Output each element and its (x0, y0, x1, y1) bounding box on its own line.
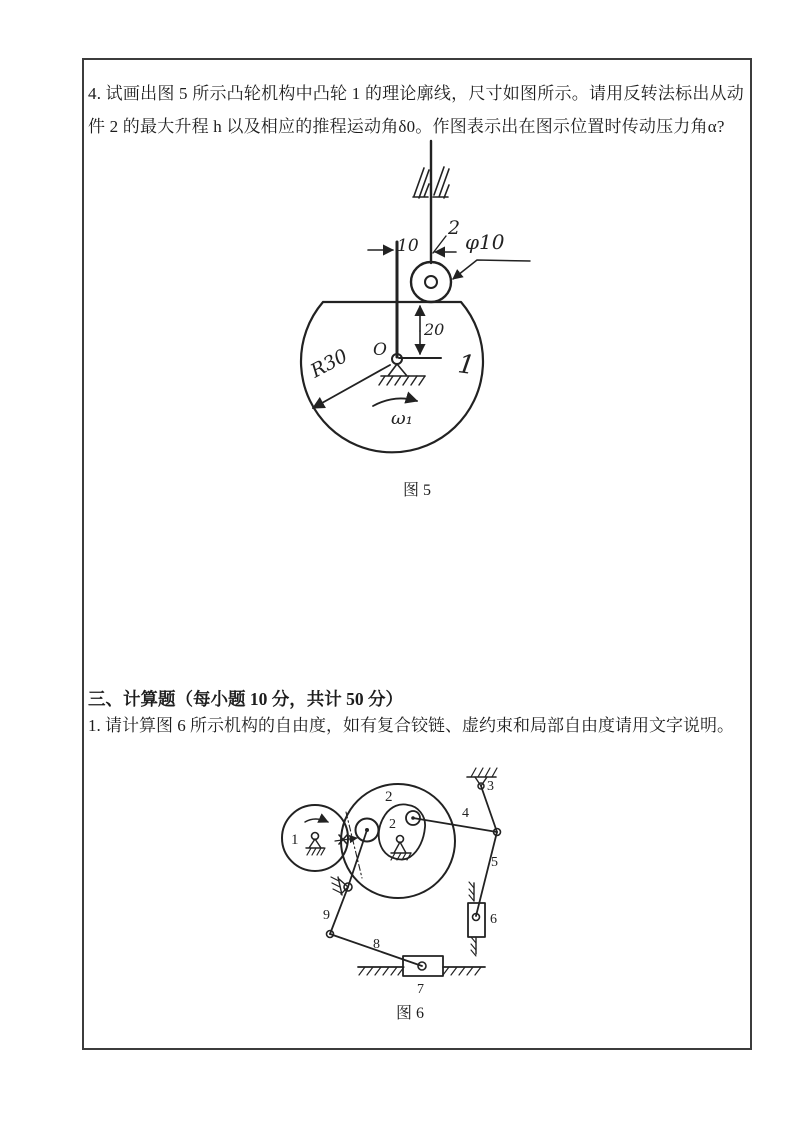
cam-2-label: 2 (389, 817, 396, 832)
gear-2-and-cam (341, 784, 455, 898)
figure-5-caption: 图 5 (402, 482, 431, 499)
follower-label: 2 (448, 217, 461, 239)
link-8-label: 8 (373, 937, 380, 952)
link-8 (330, 934, 422, 966)
slider-7-label: 7 (417, 982, 424, 997)
link-3-ground-hatching (471, 768, 497, 777)
svg-text:R30: R30 (307, 344, 352, 383)
omega-label: ω₁ (391, 408, 413, 429)
section-3-heading: 三、计算题（每小题 10 分，共计 50 分） (88, 689, 403, 709)
lever-9-pivot (331, 819, 379, 896)
figure-5-cam-mechanism (265, 135, 535, 475)
link-9 (323, 887, 348, 938)
gear-2-label: 2 (385, 789, 393, 805)
dimension-roller-dia (453, 230, 530, 279)
cam-pivot (373, 340, 425, 385)
cam-center-label: O (373, 340, 387, 360)
figure-6-linkage-mechanism (265, 755, 530, 1000)
svg-text:20: 20 (424, 320, 445, 339)
ground-hatching-right (443, 967, 481, 975)
slider-7 (358, 956, 485, 997)
question-4-text: 4. 试画出图 5 所示凸轮机构中凸轮 1 的理论廓线，尺寸如图所示。请用反转法标出从动件 2 的最大升程 h 以及相应的推程运动角δ0。作图表示出在图示位置时传动压力角α? (88, 84, 744, 136)
section-3-item-1: 1. 请计算图 6 所示机构的自由度，如有复合铰链、虚约束和局部自由度请用文字说明。 (88, 716, 734, 735)
dimension-rise-20 (399, 306, 444, 358)
gear-1 (282, 805, 348, 871)
link-3 (467, 768, 497, 832)
link-5-label: 5 (491, 855, 498, 870)
cam-number-label: 1 (456, 349, 477, 382)
svg-text:φ10: φ10 (465, 230, 505, 254)
svg-text:10: 10 (397, 236, 419, 256)
roller (411, 262, 451, 302)
follower-leader-line (433, 236, 446, 253)
link-9-label: 9 (323, 908, 330, 923)
gear-1-rotation-arrow (305, 819, 328, 822)
slider-6-label: 6 (490, 912, 497, 927)
rotation-arrow (373, 398, 417, 429)
gear-1-label: 1 (291, 832, 299, 848)
link-4-label: 4 (462, 806, 469, 821)
figure-6-caption: 图 6 (395, 1005, 424, 1022)
ground-hatching-left (359, 967, 404, 975)
link-3-label: 3 (487, 779, 494, 794)
dimension-offset-10 (368, 236, 456, 256)
